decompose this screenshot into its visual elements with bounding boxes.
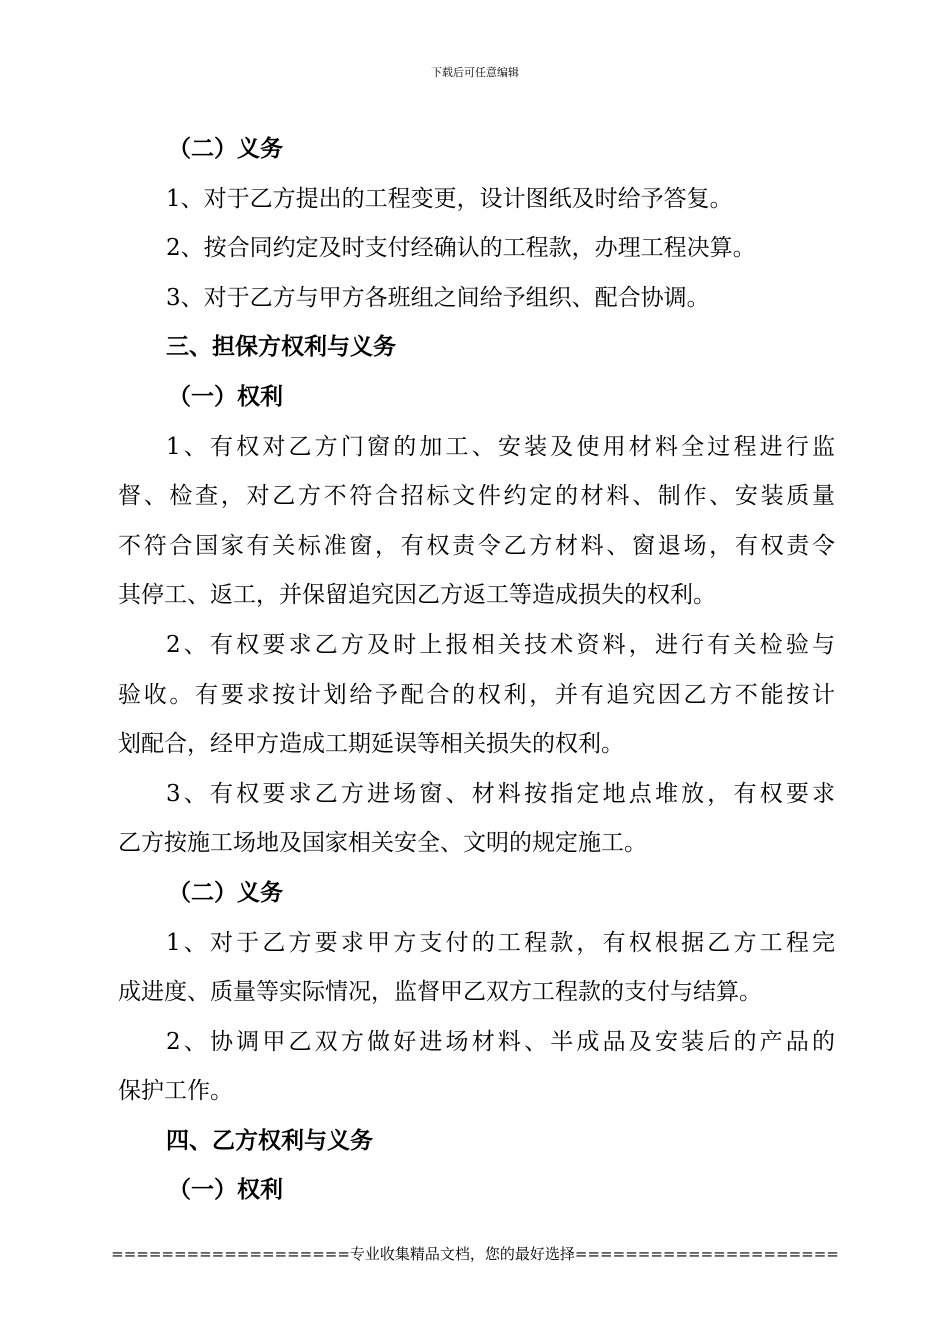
paragraph-right-1-line: 1、有权对乙方门窗的加工、安装及使用材料全过程进行监: [166, 433, 835, 460]
subheading-duties: （二）义务: [168, 136, 283, 162]
paragraph-right-2-line: 验收。有要求按计划给予配合的权利，并有追究因乙方不能按计: [118, 681, 835, 708]
paragraph-duty2-1-line: 成进度、质量等实际情况，监督甲乙双方工程款的支付与结算。: [118, 979, 762, 1006]
paragraph-right-2-line: 划配合，经甲方造成工期延误等相关损失的权利。: [118, 731, 624, 758]
section-heading-guarantor: 三、担保方权利与义务: [166, 334, 396, 361]
paragraph-duty2-2-line: 保护工作。: [118, 1078, 233, 1105]
header-note: 下载后可任意编辑: [431, 66, 519, 79]
paragraph-duty2-1-line: 1、对于乙方要求甲方支付的工程款，有权根据乙方工程完: [166, 929, 835, 956]
paragraph-duty-3: 3、对于乙方与甲方各班组之间给予组织、配合协调。: [166, 284, 710, 311]
subheading-duties: （二）义务: [168, 879, 283, 906]
section-heading-party-b: 四、乙方权利与义务: [166, 1127, 373, 1154]
paragraph-right-3-line: 3、有权要求乙方进场窗、材料按指定地点堆放，有权要求: [166, 780, 835, 807]
paragraph-right-1-line: 其停工、返工，并保留追究因乙方返工等造成损失的权利。: [118, 582, 716, 609]
document-body: [118, 125, 835, 1216]
paragraph-right-3-line: 乙方按施工场地及国家相关安全、文明的规定施工。: [118, 830, 647, 857]
paragraph-right-2-line: 2、有权要求乙方及时上报相关技术资料，进行有关检验与: [166, 631, 835, 658]
subheading-rights: （一）权利: [168, 383, 283, 410]
paragraph-right-1-line: 督、检查，对乙方不符合招标文件约定的材料、制作、安装质量: [118, 483, 835, 510]
subheading-rights: （一）权利: [168, 1177, 283, 1204]
paragraph-right-1-line: 不符合国家有关标准窗，有权责令乙方材料、窗退场，有权责令: [118, 532, 835, 559]
paragraph-duty-1: 1、对于乙方提出的工程变更，设计图纸及时给予答复。: [166, 185, 733, 212]
paragraph-duty2-2-line: 2、协调甲乙双方做好进场材料、半成品及安装后的产品的: [166, 1028, 835, 1055]
footer-note: ===================专业收集精品文档，您的最好选择=====================: [111, 1245, 839, 1263]
paragraph-duty-2: 2、按合同约定及时支付经确认的工程款，办理工程决算。: [166, 235, 756, 262]
